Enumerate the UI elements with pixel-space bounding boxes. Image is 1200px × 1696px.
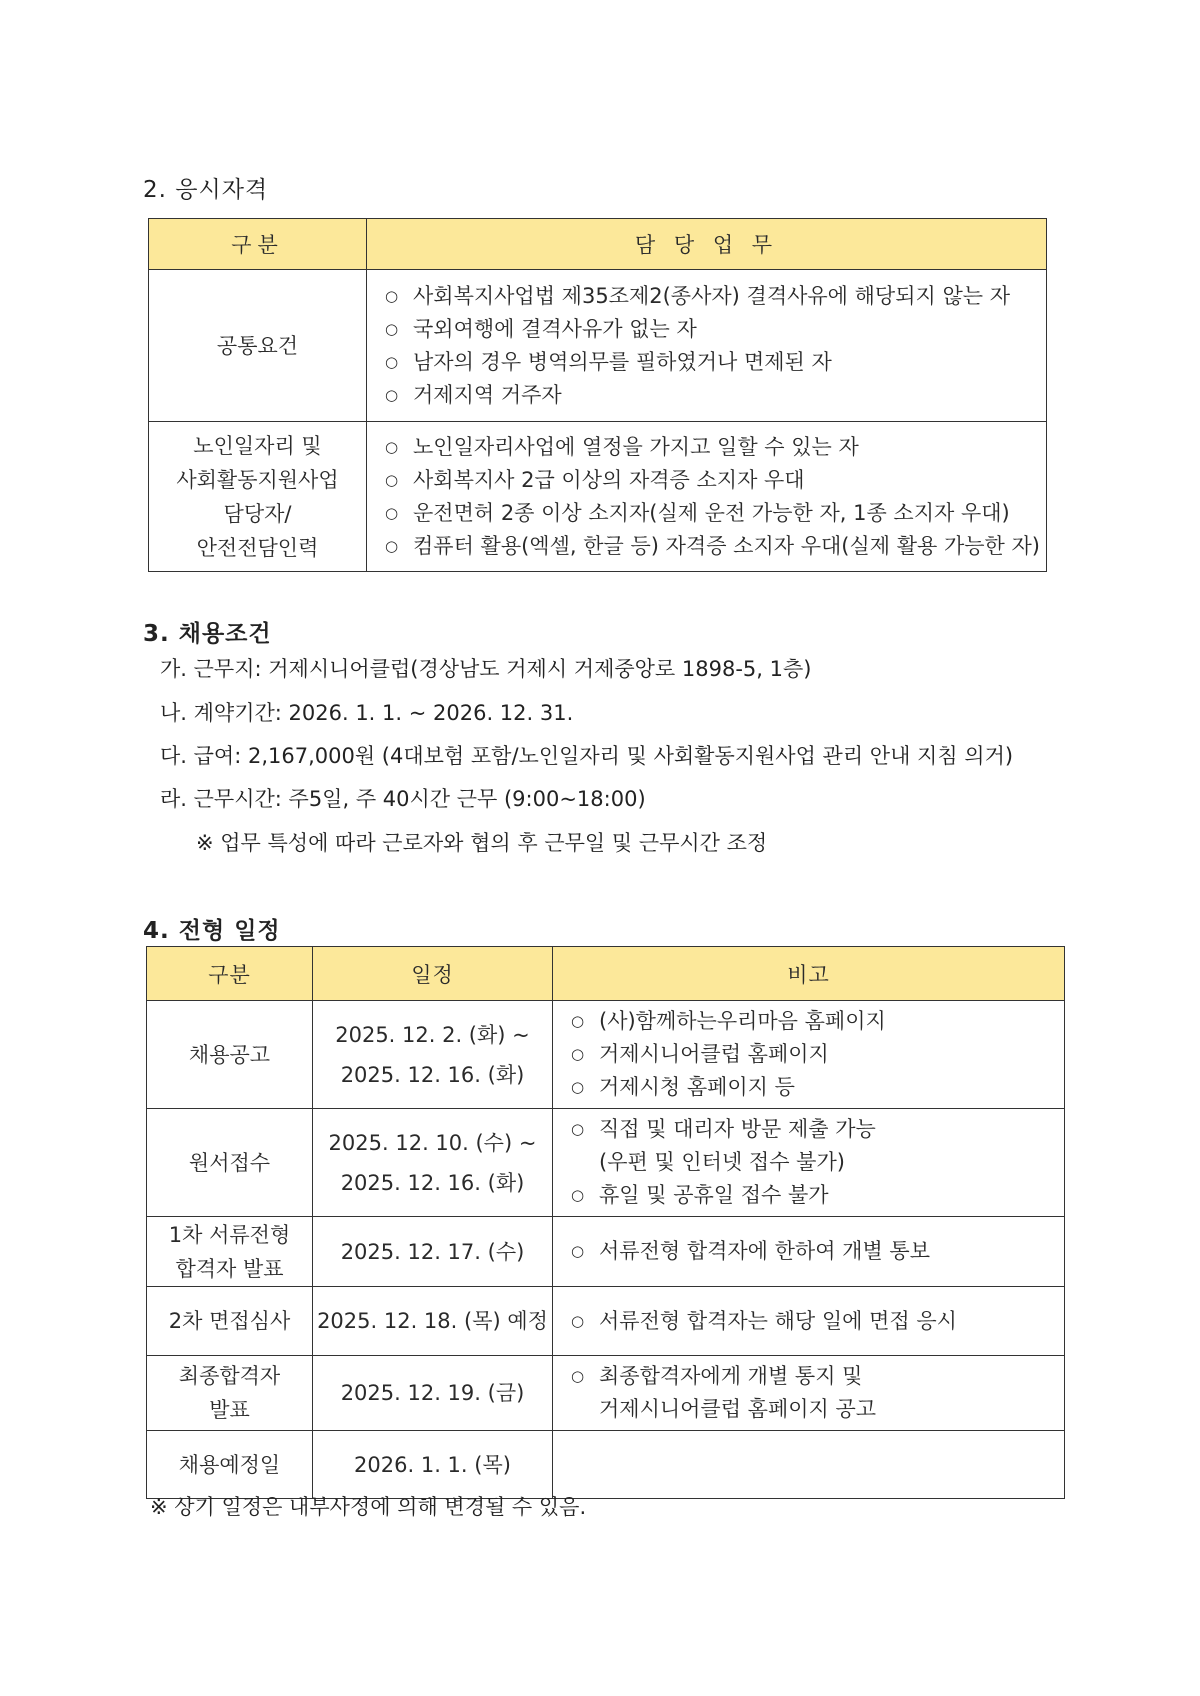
section3-heading: 3. 채용조건 [143, 621, 272, 647]
schedule-category: 2차 면접심사 [147, 1287, 313, 1356]
condition-note: ※ 업무 특성에 따라 근로자와 협의 후 근무일 및 근무시간 조정 [196, 831, 768, 855]
eligibility-items [367, 270, 1047, 422]
remark-continuation: (우편 및 인터넷 접수 불가) [599, 1150, 845, 1174]
list-item: ○ 운전면허 2종 이상 소지자(실제 운전 가능한 자, 1종 소지자 우대) [377, 497, 1036, 530]
category-line: 사회활동지원사업 [176, 467, 339, 492]
list-item: ○ 서류전형 합격자에 한하여 개별 통보 [563, 1235, 1054, 1268]
list-item: ○ 노인일자리사업에 열정을 가지고 일할 수 있는 자 [377, 431, 1036, 464]
schedule-date: 2025. 12. 19. (금) [313, 1356, 553, 1431]
schedule-category: 채용공고 [147, 1001, 313, 1109]
schedule-remarks [553, 1356, 1065, 1431]
category-line: 노인일자리 및 [193, 433, 322, 458]
eligibility-table [148, 218, 1047, 572]
bullet-icon: ○ [571, 1311, 585, 1330]
schedule-header-row [147, 947, 1065, 1001]
list-item: ○ 거제시청 홈페이지 등 [563, 1071, 1054, 1104]
list-item: ○ 최종합격자에게 개별 통지 및 [563, 1360, 1054, 1393]
table-row [147, 1109, 1065, 1217]
header-date: 일정 [313, 947, 553, 1001]
schedule-date: 2025. 12. 10. (수) ~ 2025. 12. 16. (화) [313, 1109, 553, 1217]
list-item: ○ 사회복지사 2급 이상의 자격증 소지자 우대 [377, 464, 1036, 497]
schedule-date: 2025. 12. 2. (화) ~ 2025. 12. 16. (화) [313, 1001, 553, 1109]
schedule-table [146, 946, 1065, 1499]
bullet-icon: ○ [571, 1045, 585, 1063]
bullet-icon: ○ [385, 319, 399, 338]
eligibility-category [149, 422, 367, 572]
bullet-icon: ○ [571, 1186, 585, 1204]
schedule-category: 원서접수 [147, 1109, 313, 1217]
schedule-footnote: ※ 상기 일정은 내부사정에 의해 변경될 수 있음. [150, 1495, 587, 1519]
table-row [147, 1217, 1065, 1287]
bullet-icon: ○ [385, 470, 399, 489]
schedule-category: 채용예정일 [147, 1431, 313, 1499]
schedule-remarks [553, 1217, 1065, 1287]
condition-line: 다. 급여: 2,167,000원 (4대보험 포함/노인일자리 및 사회활동지원사업 관리 안내 지침 의거) [160, 744, 1014, 768]
eligibility-category [149, 270, 367, 422]
schedule-date: 2025. 12. 17. (수) [313, 1217, 553, 1287]
remark-continuation: 거제시니어클럽 홈페이지 공고 [599, 1397, 877, 1421]
list-item: ○ 국외여행에 결격사유가 없는 자 [377, 313, 1036, 346]
bullet-icon: ○ [385, 437, 399, 456]
list-item: ○ 남자의 경우 병역의무를 필하였거나 면제된 자 [377, 346, 1036, 379]
table-row [147, 1431, 1065, 1499]
table-row [147, 1287, 1065, 1356]
schedule-category: 1차 서류전형 합격자 발표 [147, 1217, 313, 1287]
table-row [147, 1356, 1065, 1431]
list-item: ○ 거제지역 거주자 [377, 379, 1036, 412]
list-item: ○ 거제시니어클럽 홈페이지 [563, 1038, 1054, 1071]
bullet-icon: ○ [571, 1242, 585, 1260]
header-duties: 담 당 업 무 [367, 219, 1047, 270]
schedule-remarks [553, 1109, 1065, 1217]
condition-line: 가. 근무지: 거제시니어클럽(경상남도 거제시 거제중앙로 1898-5, 1층) [160, 657, 812, 681]
condition-line: 라. 근무시간: 주5일, 주 40시간 근무 (9:00~18:00) [160, 787, 646, 811]
header-remarks: 비고 [553, 947, 1065, 1001]
eligibility-header-row [149, 219, 1047, 270]
bullet-icon: ○ [385, 385, 399, 404]
schedule-remarks [553, 1001, 1065, 1109]
bullet-icon: ○ [571, 1012, 585, 1030]
category-line: 공통요건 [216, 333, 299, 358]
schedule-date: 2025. 12. 18. (목) 예정 [313, 1287, 553, 1356]
eligibility-row-common [149, 270, 1047, 422]
list-item: ○ (사)함께하는우리마음 홈페이지 [563, 1005, 1054, 1038]
bullet-icon: ○ [385, 286, 399, 305]
header-category: 구분 [149, 219, 367, 270]
bullet-icon: ○ [571, 1120, 585, 1138]
bullet-icon: ○ [385, 503, 399, 522]
section4-heading: 4. 전형 일정 [143, 918, 281, 944]
list-item: ○ 컴퓨터 활용(엑셀, 한글 등) 자격증 소지자 우대(실제 활용 가능한 자) [377, 530, 1036, 563]
category-line: 담당자/ [223, 501, 292, 526]
bullet-icon: ○ [385, 536, 399, 555]
bullet-icon: ○ [571, 1078, 585, 1096]
section2-heading: 2. 응시자격 [143, 177, 269, 203]
schedule-remarks [553, 1431, 1065, 1499]
bullet-icon: ○ [385, 352, 399, 371]
list-item: ○ 서류전형 합격자는 해당 일에 면접 응시 [563, 1305, 1054, 1338]
list-item: ○ 사회복지사업법 제35조제2(종사자) 결격사유에 해당되지 않는 자 [377, 280, 1036, 313]
header-category: 구분 [147, 947, 313, 1001]
schedule-category: 최종합격자 발표 [147, 1356, 313, 1431]
bullet-icon: ○ [571, 1367, 585, 1385]
category-line: 안전전담인력 [196, 535, 319, 560]
schedule-date: 2026. 1. 1. (목) [313, 1431, 553, 1499]
eligibility-row-senior-job [149, 422, 1047, 572]
condition-line: 나. 계약기간: 2026. 1. 1. ~ 2026. 12. 31. [160, 701, 574, 725]
table-row [147, 1001, 1065, 1109]
schedule-remarks [553, 1287, 1065, 1356]
eligibility-items [367, 422, 1047, 572]
list-item: ○ 직접 및 대리자 방문 제출 가능 [563, 1113, 1054, 1146]
list-item: ○ 휴일 및 공휴일 접수 불가 [563, 1179, 1054, 1212]
